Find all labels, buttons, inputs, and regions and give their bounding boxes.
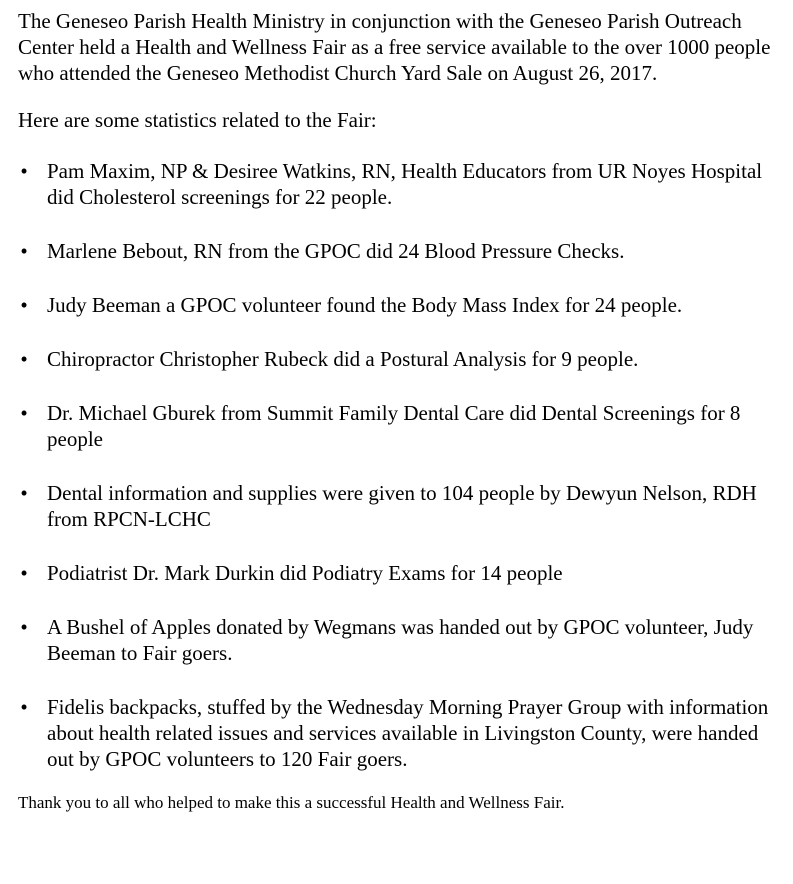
list-item-text: Podiatrist Dr. Mark Durkin did Podiatry Exams for 14 people bbox=[47, 561, 563, 585]
list-item bbox=[18, 346, 778, 372]
list-item bbox=[18, 292, 778, 318]
statistics-lead: Here are some statistics related to the Fair: bbox=[18, 108, 377, 132]
list-item bbox=[18, 614, 778, 666]
bullet-icon: • bbox=[20, 347, 28, 371]
list-item-text: Dental information and supplies were given to 104 people by Dewyun Nelson, RDH from RPCN-LCHC bbox=[47, 481, 757, 531]
statistics-list bbox=[18, 158, 778, 772]
document-page bbox=[18, 8, 778, 814]
list-item-text: Pam Maxim, NP & Desiree Watkins, RN, Health Educators from UR Noyes Hospital did Cholesterol screenings for 22 people. bbox=[47, 159, 763, 209]
list-item-text: Judy Beeman a GPOC volunteer found the Body Mass Index for 24 people. bbox=[47, 293, 683, 317]
list-item-text: Dr. Michael Gburek from Summit Family Dental Care did Dental Screenings for 8 people bbox=[47, 401, 741, 451]
bullet-icon: • bbox=[20, 695, 28, 719]
list-item-text: Fidelis backpacks, stuffed by the Wednesday Morning Prayer Group with information about health related issues and services available in Livingston County, were handed out by GPOC volunteers to 120 Fair goers. bbox=[47, 695, 769, 771]
list-item-text: Marlene Bebout, RN from the GPOC did 24 Blood Pressure Checks. bbox=[47, 239, 625, 263]
intro-paragraph: The Geneseo Parish Health Ministry in conjunction with the Geneseo Parish Outreach Center held a Health and Wellness Fair as a free service available to the over 1000 people who attended the Geneseo Methodist Church Yard Sale on August 26, 2017. bbox=[18, 9, 771, 85]
list-item bbox=[18, 400, 778, 452]
list-item bbox=[18, 694, 778, 772]
bullet-icon: • bbox=[20, 561, 28, 585]
bullet-icon: • bbox=[20, 481, 28, 505]
bullet-icon: • bbox=[20, 401, 28, 425]
bullet-icon: • bbox=[20, 615, 28, 639]
closing-note: Thank you to all who helped to make this a successful Health and Wellness Fair. bbox=[18, 793, 565, 812]
list-item bbox=[18, 560, 778, 586]
list-item-text: Chiropractor Christopher Rubeck did a Postural Analysis for 9 people. bbox=[47, 347, 639, 371]
list-item bbox=[18, 480, 778, 532]
bullet-icon: • bbox=[20, 159, 28, 183]
bullet-icon: • bbox=[20, 239, 28, 263]
list-item bbox=[18, 158, 778, 210]
list-item-text: A Bushel of Apples donated by Wegmans was handed out by GPOC volunteer, Judy Beeman to Fair goers. bbox=[47, 615, 754, 665]
list-item bbox=[18, 238, 778, 264]
bullet-icon: • bbox=[20, 293, 28, 317]
